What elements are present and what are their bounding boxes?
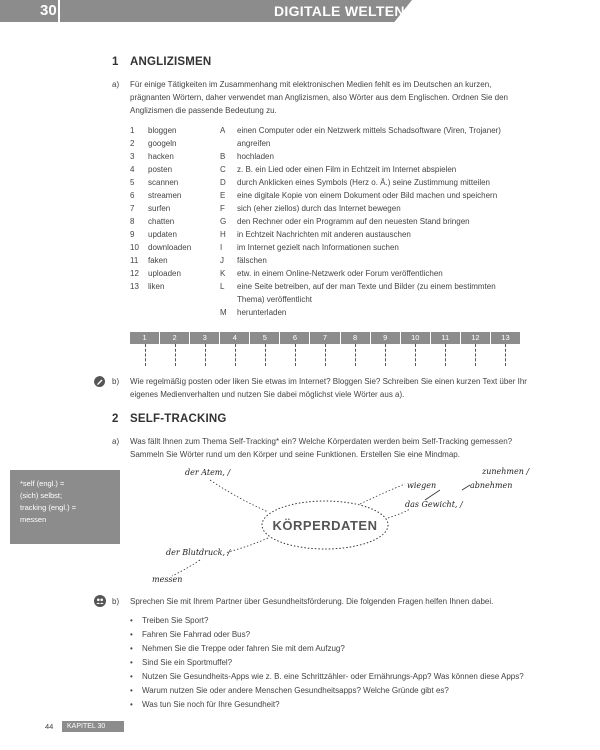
question-item: Treiben Sie Sport? [142,616,209,625]
mindmap-link [210,480,268,512]
word-number: 2 [130,139,135,148]
word-number: 10 [130,243,139,252]
mindmap-link [462,485,470,490]
mindmap-note: messen [152,575,183,584]
meaning-text: etw. in einem Online-Netzwerk oder Forum veröffentlichen [237,269,443,278]
question-item: Fahren Sie Fahrrad oder Bus? [142,630,251,639]
grid-cell: 2 [160,332,190,344]
mindmap-center-label: KÖRPERDATEN [272,518,378,533]
task-2a-text: Was fällt Ihnen zum Thema Self-Tracking* ein? Welche Körperdaten werden beim Self-Tracking gemessen? Sammeln Sie Wörter rund um den Körper und seine Funktionen. Erstellen Sie eine Mindmap. [130,437,513,459]
word-number: 1 [130,126,135,135]
word-anglicism: streamen [148,191,182,200]
question-item: Nutzen Sie Gesundheits-Apps wie z. B. eine Schrittzähler- oder Ernährungs-App? Was können diese Apps? [142,672,524,681]
meaning-text: sich (eher ziellos) durch das Internet bewegen [237,204,401,213]
bullet-icon: • [130,672,133,681]
task-1a-text: Für einige Tätigkeiten im Zusammenhang mit elektronischen Medien fehlt es im Deutschen an kurzen, prägnanten Wörtern, daher verwendet man Anglizismen, also Wörter aus dem Englischen. Ordnen Sie den Anglizismen die passende Bedeutung zu. [130,80,508,115]
word-anglicism: updaten [148,230,177,239]
mindmap-link [172,560,200,576]
meaning-letter: C [220,165,226,174]
word-anglicism: scannen [148,178,179,187]
meaning-letter: M [220,308,227,317]
mindmap-note: wiegen [407,481,437,490]
meaning-letter: J [220,256,224,265]
meaning-text: eine Seite betreiben, auf der man Texte und Bilder (zu einem bestimmten [237,282,496,291]
bullet-icon: • [130,686,133,695]
grid-cell: 1 [130,332,160,344]
footnote-box: *self (engl.) = (sich) selbst; tracking (engl.) = messen [10,470,120,544]
mindmap-link [388,509,410,518]
meaning-text: in Echtzeit Nachrichten mit anderen austauschen [237,230,411,239]
meaning-text: Thema) veröffentlicht [237,295,312,304]
grid-cell: 5 [250,332,280,344]
word-number: 3 [130,152,135,161]
grid-cell: 10 [401,332,431,344]
meaning-letter: G [220,217,227,226]
mindmap-note: abnehmen [470,481,513,490]
word-anglicism: googeln [148,139,177,148]
task-2a-label: a) [112,437,120,446]
meaning-text: fälschen [237,256,267,265]
section-2-number: 2 [112,413,119,425]
meaning-letter: B [220,152,226,161]
grid-cell: 11 [431,332,461,344]
grid-cell: 12 [461,332,491,344]
mindmap-link [225,538,268,553]
task-2b-intro: Sprechen Sie mit Ihrem Partner über Gesundheitsförderung. Die folgenden Fragen helfen Ihnen dabei. [130,597,494,606]
word-anglicism: chatten [148,217,175,226]
bullet-icon: • [130,630,133,639]
meaning-text: einen Computer oder ein Netzwerk mittels Schadsoftware (Viren, Trojaner) [237,126,501,135]
meaning-letter: D [220,178,226,187]
grid-cell: 7 [310,332,340,344]
word-number: 8 [130,217,135,226]
word-number: 12 [130,269,139,278]
meaning-text: angreifen [237,139,271,148]
word-number: 13 [130,282,139,291]
question-item: Nehmen Sie die Treppe oder fahren Sie mit dem Aufzug? [142,644,345,653]
bullet-icon: • [130,644,133,653]
meaning-letter: L [220,282,225,291]
grid-cell: 13 [501,333,510,342]
word-anglicism: liken [148,282,165,291]
meaning-text: eine digitale Kopie von einem Dokument oder Bild machen und speichern [237,191,498,200]
question-item: Sind Sie ein Sportmuffel? [142,658,233,667]
meaning-text: durch Anklicken eines Symbols (Herz o. Ä.) seine Zustimmung mitteilen [237,178,490,187]
meaning-text: im Internet gezielt nach Informationen suchen [237,243,399,252]
mindmap-note: der Blutdruck, / [166,548,231,557]
task-1a-label: a) [112,80,120,89]
task-1b-text: Wie regelmäßig posten oder liken Sie etwas im Internet? Bloggen Sie? Schreiben Sie einen kurzen Text über Ihr eigenes Medienverhalten und nutzen Sie dabei möglichst viele Wörter aus a). [130,377,527,399]
grid-cell: 4 [220,332,250,344]
word-anglicism: uploaden [148,269,181,278]
section-2-title: SELF-TRACKING [130,413,227,425]
chapter-number: 30 [40,2,57,19]
meaning-letter: A [220,126,226,135]
bullet-icon: • [130,616,133,625]
word-anglicism: surfen [148,204,171,213]
meaning-letter: I [220,243,223,252]
word-number: 9 [130,230,135,239]
partner-talk-icon [94,595,106,607]
meaning-text: herunterladen [237,308,287,317]
meaning-letter: E [220,191,226,200]
meaning-letter: H [220,230,226,239]
word-number: 5 [130,178,135,187]
section-1-number: 1 [112,56,119,68]
bullet-icon: • [130,700,133,709]
meaning-text: z. B. ein Lied oder einen Film in Echtzeit im Internet abspielen [237,165,457,174]
mindmap-note: der Atem, / [185,468,231,477]
meaning-letter: K [220,269,226,278]
meaning-text: hochladen [237,152,274,161]
bullet-icon: • [130,658,133,667]
mindmap-link [360,484,405,504]
page-number: 44 [45,722,54,731]
question-item: Warum nutzen Sie oder andere Menschen Gesundheitsapps? Welche Gründe gibt es? [142,686,449,695]
task-1b-label: b) [112,377,120,386]
word-number: 6 [130,191,135,200]
meaning-text: den Rechner oder ein Programm auf den neuesten Stand bringen [237,217,470,226]
mindmap-link [425,490,440,500]
word-number: 4 [130,165,135,174]
chapter-title: DIGITALE WELTEN [274,3,405,19]
word-anglicism: downloaden [148,243,192,252]
grid-cell: 9 [371,332,401,344]
word-anglicism: bloggen [148,126,177,135]
word-number: 7 [130,204,135,213]
meaning-letter: F [220,204,225,213]
task-2b-label: b) [112,597,120,606]
word-anglicism: faken [148,256,168,265]
grid-cell: 3 [190,332,220,344]
mindmap-note: zunehmen / [482,467,530,476]
grid-cell: 8 [341,332,371,344]
word-anglicism: posten [148,165,173,174]
mindmap-note: das Gewicht, / [405,500,463,509]
section-1-title: ANGLIZISMEN [130,56,212,68]
word-number: 11 [130,256,139,265]
grid-cell: 6 [280,332,310,344]
footer-chapter: KAPITEL 30 [62,721,124,732]
word-anglicism: hacken [148,152,174,161]
question-item: Was tun Sie noch für Ihre Gesundheit? [142,700,280,709]
